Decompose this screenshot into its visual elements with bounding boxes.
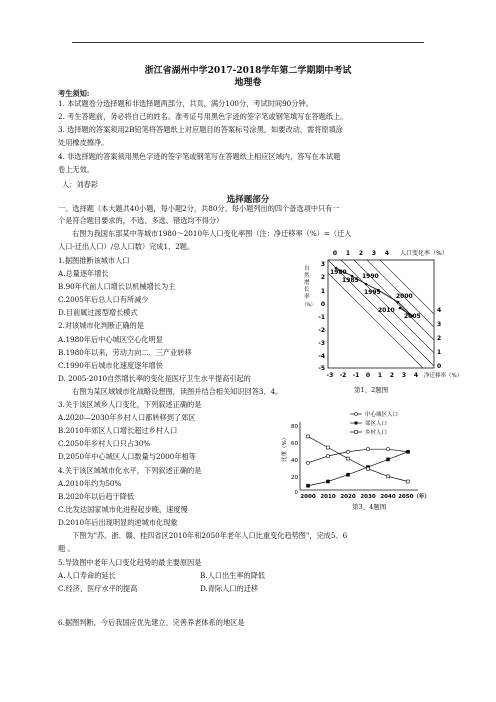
- fig1-top-tick: 1: [345, 250, 351, 257]
- fig2-x-tick: 2010: [320, 494, 336, 500]
- fig1-point-label: 1985: [342, 277, 359, 284]
- series-rural-point: [327, 446, 330, 449]
- series-rural-point: [387, 475, 390, 478]
- option: B.90年代前人口增长以机械增长为主: [58, 282, 176, 291]
- figure-1-caption: 第1、2题图: [354, 386, 389, 394]
- fig1-top-tick: 2: [358, 250, 364, 257]
- fig1-isoline: [380, 260, 434, 314]
- fig1-point-label: 2010: [378, 307, 395, 314]
- fig1-top-axis-label: 人口变化率（%）: [400, 250, 448, 257]
- series-center-city-point: [366, 448, 369, 451]
- legend-marker-suburb: [355, 422, 358, 425]
- fig1-right-tick: 3: [437, 321, 442, 328]
- fig1-point-label: 2000: [396, 293, 413, 300]
- option: C.经济、医疗水平的提高: [58, 584, 138, 593]
- header-rule: [72, 42, 424, 43]
- figure-2-chart: [280, 408, 440, 504]
- notice-line: 4. 非选择题的答案须用黑色字迹的签字笔或钢笔写在答题纸上相应区域内，答写在本试题: [58, 152, 341, 161]
- series-center-city-line: [308, 449, 408, 463]
- fig1-left-tick: -1: [318, 314, 325, 321]
- series-rural-line: [308, 436, 408, 481]
- fig1-top-tick: 0: [332, 250, 338, 257]
- fig1-point-label: 1980: [330, 269, 347, 276]
- option: D.目前属过渡型增长模式: [58, 308, 138, 317]
- figure-1-diagram: [300, 246, 480, 386]
- fig1-top-tick: 4: [384, 250, 390, 257]
- legend-label: 乡村人口: [365, 430, 388, 436]
- fig1-point-label: 1995: [364, 289, 381, 296]
- fig2-x-tick: 2050（年）: [398, 494, 430, 500]
- question-6: 6.据图判断，今后我国应优先建立、完善养老体系的地区是: [58, 618, 245, 627]
- fig1-left-tick: -5: [318, 365, 325, 372]
- fig1-left-tick: -4: [318, 353, 325, 360]
- fig1-left-label: 自: [304, 266, 310, 272]
- fig1-left-label: 然: [304, 273, 310, 279]
- fig1-left-tick: 1: [320, 288, 325, 295]
- section-intro: 人口-迁出人口）/总人口数）完成1、2题。: [58, 242, 195, 251]
- option: B.2020年以后趋于降低: [58, 492, 135, 501]
- fig1-bottom-tick: 3: [401, 372, 407, 379]
- option: A.1980年后中心城区空心化明显: [58, 335, 163, 344]
- fig1-top-tick: 3: [371, 250, 377, 257]
- option: C.2005年后总人口有所减少: [58, 295, 149, 304]
- fig1-bottom-tick: -1: [352, 372, 360, 379]
- fig1-bottom-tick: -2: [339, 372, 347, 379]
- question-1: 1.据图推断该城市人口: [58, 256, 130, 265]
- option: C.比发达国家城市化进程起步晚，速度慢: [58, 505, 188, 514]
- series-center-city-point: [386, 448, 389, 451]
- series-rural-point: [347, 457, 350, 460]
- fig2-y-tick: 80: [291, 424, 298, 430]
- series-suburb-point: [407, 450, 410, 453]
- fig1-bottom-tick: 1: [377, 372, 383, 379]
- option: C.1990年后城市化速度逐年增快: [58, 361, 163, 370]
- fig1-point-label: 2005: [404, 313, 421, 320]
- fig1-point: [397, 301, 400, 304]
- option: B.2010年郊区人口增长超过乡村人口: [58, 426, 178, 435]
- fig1-right-tick: 1: [437, 349, 442, 356]
- fig1-bottom-tick: 4: [413, 372, 419, 379]
- fig1-right-tick: 4: [437, 307, 442, 314]
- question-4: 4.关于该区域城市化水平，下列叙述正确的是: [58, 466, 202, 475]
- section-intro-3: 下图为"苏、浙、赣、桂四省区2010年和2050年老年人口比重变化趋势图"，完成5、6: [72, 531, 348, 540]
- fig2-zero: 0: [294, 490, 298, 496]
- notice-line: 卷上无效。: [58, 165, 94, 174]
- fig2-x-tick: 2000: [300, 494, 316, 500]
- notice-line: 1. 本试题卷分选择题和非选择题两部分，共页，满分100分，考试时间90分钟。: [58, 99, 313, 108]
- fig2-y-label: 比重（%）: [282, 434, 288, 462]
- fig2-x-tick: 2030: [360, 494, 376, 500]
- option: A.2020—2030年乡村人口都转移到了郊区: [58, 413, 196, 422]
- fig2-y-tick: 20: [291, 475, 298, 481]
- notice-line: 3. 选择题的答案须用2B铅笔将答题纸上对应题目的答案标号涂黑，如要改动，需将原填涂: [58, 125, 343, 134]
- notice-line: 处用橡皮擦净。: [58, 138, 109, 147]
- section-intro: 右图为我国东部某中等城市1980～2010年人口变化率图（注：净迁移率（%）=（迁入: [72, 229, 352, 238]
- fig1-right-tick: 2: [437, 335, 442, 342]
- fig1-left-label: 增: [304, 280, 310, 286]
- figure-2-caption: 第3、4题图: [352, 503, 387, 511]
- fig1-left-tick: 0: [320, 301, 325, 308]
- series-suburb-point: [327, 480, 330, 483]
- option: D.2010年后出现明显的逆城市化现象: [58, 518, 178, 527]
- series-rural-point: [367, 467, 370, 470]
- option: A.人口寿命的延长: [58, 571, 116, 580]
- legend-label: 郊区人口: [365, 421, 388, 427]
- fig2-x-tick: 2040: [380, 494, 396, 500]
- fig1-point: [365, 283, 368, 286]
- fig2-y-tick: 60: [291, 441, 298, 447]
- fig1-point: [399, 307, 402, 310]
- series-suburb-point: [307, 484, 310, 487]
- fig1-left-tick: -3: [318, 340, 325, 347]
- question-3: 3.关于该区域乡人口变化，下列叙述正确的是: [58, 400, 202, 409]
- option: D. 2005-2010自然增长率的变化是医疗卫生水平提高引起的: [58, 374, 251, 383]
- fig1-left-label: （%）: [302, 303, 316, 308]
- option: A.2010年约为50%: [58, 479, 122, 488]
- legend-label: 中心城区人口: [365, 412, 399, 418]
- fig2-y-tick: 40: [291, 458, 298, 464]
- option: A.总量逐年增长: [58, 269, 109, 278]
- series-suburb-point: [387, 458, 390, 461]
- series-rural-point: [307, 435, 310, 438]
- fig1-bottom-tick: 0: [365, 372, 371, 379]
- notice-heading: 考生须知:: [58, 89, 90, 98]
- fig1-left-label: 长: [304, 287, 310, 293]
- fig1-left-tick: 2: [320, 274, 325, 281]
- series-suburb-point: [347, 473, 350, 476]
- fig1-bottom-axis-label: 净迁移率（%）: [424, 373, 463, 379]
- fig1-left-label: 率: [304, 294, 310, 300]
- notice-line: 2. 考生答题前，务必将自己的姓名、准考证号用黑色字迹的签字笔或钢笔填写在答题纸上。: [58, 112, 348, 121]
- section-intro-3: 题 。: [58, 544, 75, 553]
- series-center-city-point: [306, 461, 309, 464]
- series-suburb-line: [308, 452, 408, 486]
- fig1-point-label: 1990: [362, 273, 379, 280]
- option: D.青际人口的迁移: [200, 584, 259, 593]
- fig1-bottom-tick: -3: [326, 372, 334, 379]
- series-rural-point: [407, 480, 410, 483]
- question-2: 2.对该城市化判断正确的是: [58, 321, 144, 330]
- option: D.2050年中心城区人口数量与2000年相等: [58, 452, 196, 461]
- section-title: 选择题部分: [226, 195, 270, 205]
- legend-marker-rural: [355, 431, 358, 434]
- page-title: 浙江省湖州中学2017-2018学年第二学期期中考试: [144, 66, 352, 76]
- question-5: 5.导致图中老年人口变化趋势的最主要原因是: [58, 558, 202, 567]
- fig1-bottom-tick: 2: [389, 372, 395, 379]
- section-intro: 一、选择题（本大题共40小题，每小题2分，共80分。每小题列出的四个备选项中只有一: [58, 204, 340, 213]
- series-center-city-point: [346, 450, 349, 453]
- notice-author: 人：刘春彩: [62, 180, 98, 189]
- option: C.2050年乡村人口只占30%: [58, 439, 151, 448]
- fig1-left-tick: 3: [320, 261, 325, 268]
- fig2-x-tick: 2020: [340, 494, 356, 500]
- option: B.人口出生率的降低: [200, 571, 266, 580]
- section-intro-2: 右图为某区域城市化战略设想图，读图并结合相关知识回答3、4。: [72, 387, 283, 396]
- fig1-right-tick: 0: [437, 363, 442, 370]
- section-intro: 个是符合题目要求的，不选、多选、错选均不得分）: [58, 216, 224, 225]
- page-subtitle: 地理卷: [234, 78, 262, 88]
- option: B.1980年以来，劳动力向二、三产业转移: [58, 348, 192, 357]
- legend-marker-center: [355, 413, 358, 416]
- fig1-left-tick: -2: [318, 327, 325, 334]
- fig1-isoline: [328, 273, 423, 368]
- series-center-city-point: [326, 454, 329, 457]
